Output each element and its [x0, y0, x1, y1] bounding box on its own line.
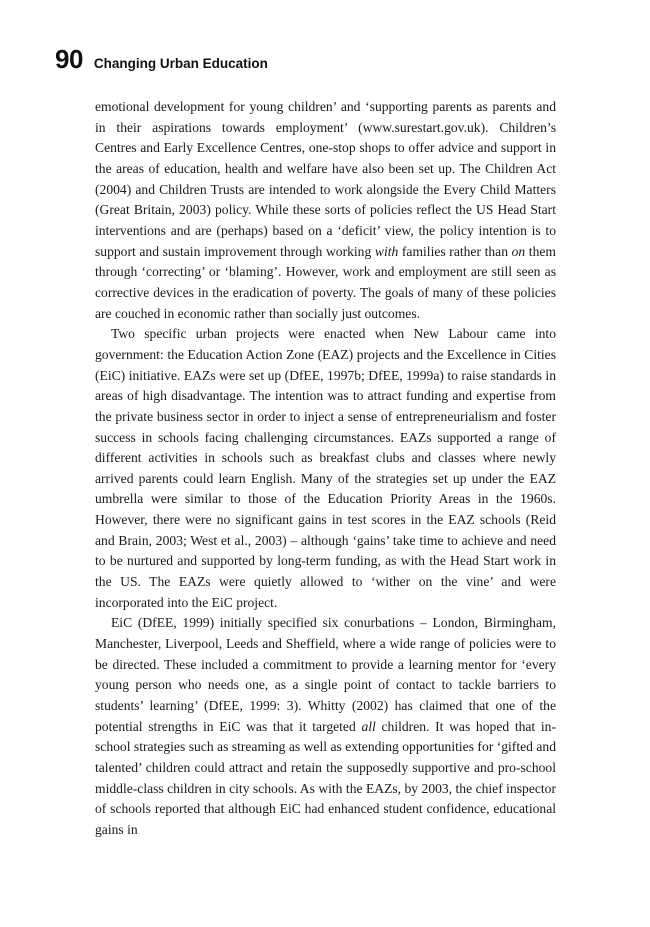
italic-text: with: [374, 243, 399, 259]
italic-text: all: [361, 718, 376, 734]
italic-text: on: [511, 243, 526, 259]
text-run: them through ‘correcting’ or ‘blaming’. However, work and employment are still seen as corrective devices in the eradication of poverty. The goals of many of these policies are couched in economic rather than socially just outcomes.: [95, 243, 556, 321]
text-run: EiC (DfEE, 1999) initially specified six conurbations – London, Birmingham, Manchester, Liverpool, Leeds and Sheffield, where a wide range of policies were to be directed. These included a commitment to provide a learning mentor for ‘every young person who needs one, as a single point of contact to tackle barriers to students’ learning’ (DfEE, 1999: 3). Whitty (2002) has claimed that one of the potential strengths in EiC was that it targeted: [95, 615, 556, 734]
text-run: Two specific urban projects were enacted when New Labour came into government: the Education Action Zone (EAZ) projects and the Excellence in Cities (EiC) initiative. EAZs were set up (DfEE, 1997b; DfEE, 1999a) to raise standards in areas of high disadvantage. The intention was to attract funding and expertise from the private business sector in order to inject a sense of entrepreneurialism and foster success in schools facing challenging circumstances. EAZs supported a range of different activities in schools such as breakfast clubs and classes where newly arrived parents could learn English. Many of the strategies set up under the EAZ umbrella were similar to those of the Education Priority Areas in the 1960s. However, there were no significant gains in test scores in the EAZ schools (Reid and Brain, 2003; West et al., 2003) – although ‘gains’ take time to achieve and need to be nurtured and supported by long-term funding, as with the Head Start work in the US. The EAZs were quietly allowed to ‘wither on the vine’ and were incorporated into the EiC project.: [95, 326, 556, 610]
book-title: Changing Urban Education: [93, 56, 268, 71]
paragraph: [95, 97, 556, 324]
running-head: [55, 44, 268, 75]
page-number: 90: [55, 44, 83, 74]
paragraph: [95, 324, 556, 613]
paragraph: [95, 613, 556, 840]
text-run: children. It was hoped that in-school strategies such as streaming as well as extending opportunities for ‘gifted and talented’ children could attract and retain the supposedly supportive and pro-school middle-class children in city schools. As with the EAZs, by 2003, the chief inspector of schools reported that although EiC had enhanced student confidence, educational gains in: [95, 718, 556, 837]
text-run: emotional development for young children’ and ‘supporting parents as parents and in their aspirations towards employment’ (www.surestart.gov.uk). Children’s Centres and Early Excellence Centres, one-stop shops to offer advice and support in the areas of education, health and welfare have also been set up. The Children Act (2004) and Children Trusts are intended to work alongside the Every Child Matters (Great Britain, 2003) policy. While these sorts of policies reflect the US Head Start interventions and are (perhaps) based on a ‘deficit’ view, the policy intention is to support and sustain improvement through working: [95, 99, 556, 259]
text-run: families rather than: [398, 243, 512, 259]
body-text: [95, 97, 556, 841]
